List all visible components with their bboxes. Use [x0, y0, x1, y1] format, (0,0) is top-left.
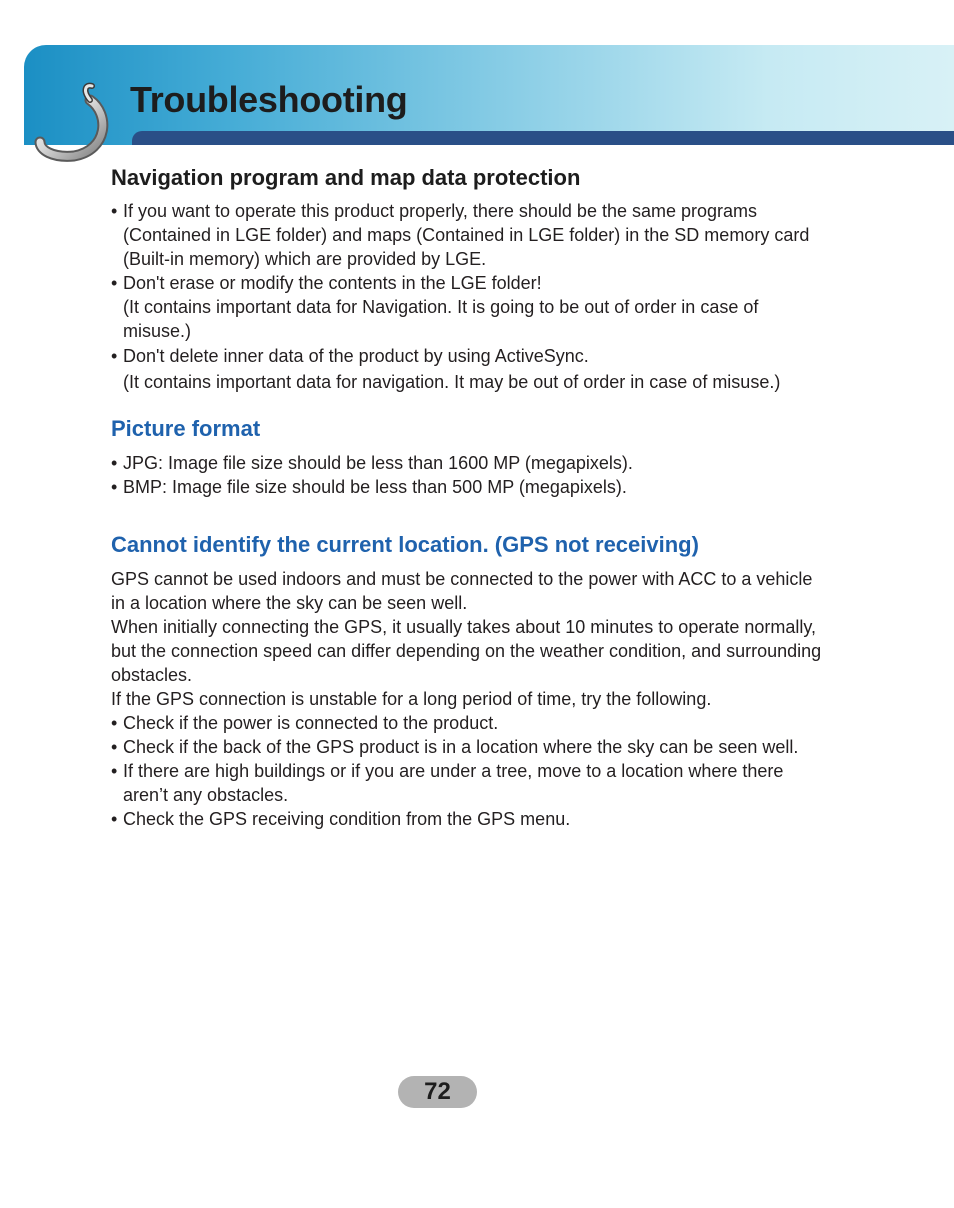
list-item: • Check if the back of the GPS product is in a location where the sky can be seen well. [111, 735, 831, 759]
page-title: Troubleshooting [130, 79, 408, 120]
page-number-badge [398, 1076, 477, 1108]
header-underline-bar [132, 131, 954, 145]
list-item: • Check if the power is connected to the product. [111, 711, 831, 735]
gps-troubleshooting-list [111, 711, 831, 831]
section-title-navigation-protection: Navigation program and map data protection [111, 165, 581, 190]
list-item: • BMP: Image file size should be less than 500 MP (megapixels). [111, 475, 831, 499]
list-item: • JPG: Image file size should be less than 1600 MP (megapixels). [111, 451, 831, 475]
list-item: • Don't delete inner data of the product by using ActiveSync. (It contains important data for navigation. It may be out of order in case of misuse.) [111, 343, 831, 395]
page-content [111, 160, 831, 831]
picture-format-list [111, 451, 831, 499]
list-item: • Don't erase or modify the contents in the LGE folder! (It contains important data for Navigation. It is going to be out of order in case of misuse.) [111, 271, 831, 343]
list-item-note: (It contains important data for Navigation. It is going to be out of order in case of misuse.) [123, 297, 759, 341]
list-item-note: (It contains important data for navigation. It may be out of order in case of misuse.) [123, 372, 781, 392]
section-title-picture-format: Picture format [111, 416, 261, 441]
paragraph: If the GPS connection is unstable for a long period of time, try the following. [111, 689, 712, 709]
ring-binder-icon [30, 76, 114, 168]
list-item: • Check the GPS receiving condition from the GPS menu. [111, 807, 831, 831]
paragraph: When initially connecting the GPS, it usually takes about 10 minutes to operate normally, but the connection speed can differ depending on the weather condition, and surrounding obstacles. [111, 617, 822, 685]
section-title-gps-not-receiving: Cannot identify the current location. (GPS not receiving) [111, 532, 699, 557]
paragraph: GPS cannot be used indoors and must be connected to the power with ACC to a vehicle in a location where the sky can be seen well. [111, 569, 813, 613]
navigation-protection-list [111, 199, 831, 395]
page-number: 72 [424, 1078, 451, 1105]
list-item: • If there are high buildings or if you are under a tree, move to a location where there aren’t any obstacles. [111, 759, 831, 807]
list-item: • If you want to operate this product properly, there should be the same programs (Contained in LGE folder) and maps (Contained in LGE folder) in the SD memory card (Built-in memory) which are provided by LGE. [111, 199, 831, 271]
